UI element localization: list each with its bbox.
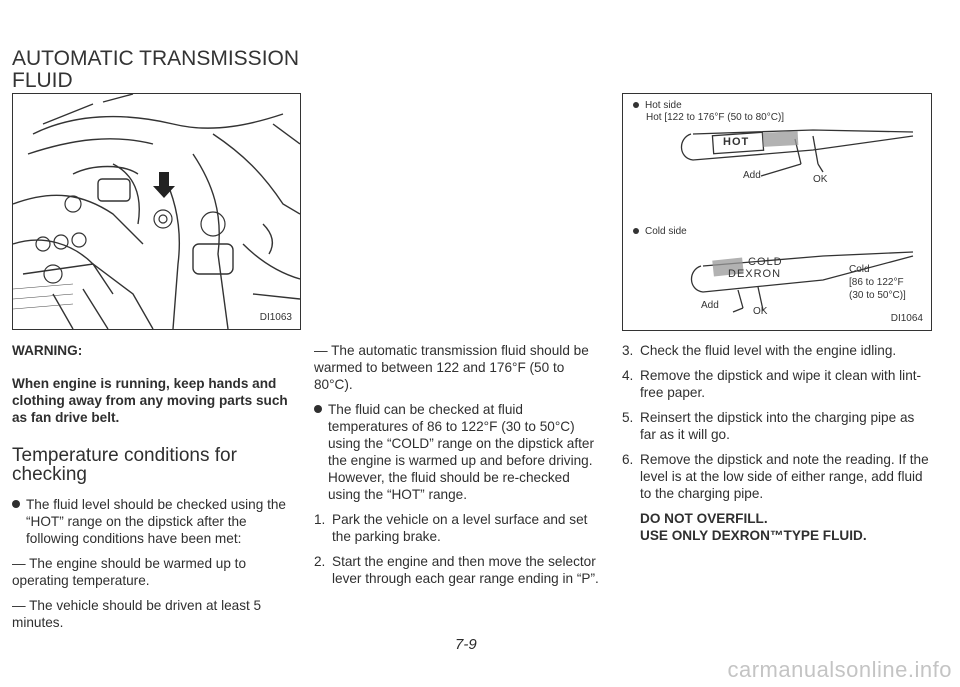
column-1 [12, 342, 302, 639]
page-number: 7-9 [455, 636, 477, 653]
column-3 [622, 342, 930, 544]
hot-side-label: Hot side [633, 100, 682, 112]
hot-ok-label: OK [813, 174, 828, 185]
watermark: carmanualsonline.info [727, 657, 952, 682]
cold-range-c: (30 to 50°C)] [849, 290, 906, 301]
step-item: 6. Remove the dipstick and note the reading. If the level is at the low side of either range, add fluid to the charging pipe. [622, 452, 929, 501]
cold-side-label: Cold side [633, 226, 687, 238]
cold-add-label: Add [701, 300, 719, 311]
dash-item: — The engine should be warmed up to operating temperature. [12, 556, 247, 588]
hot-range-label: Hot [122 to 176°F (50 to 80°C)] [646, 112, 785, 123]
bullet-icon [12, 500, 20, 508]
step-item: 1. Park the vehicle on a level surface and set the parking brake. [314, 512, 588, 544]
engine-bay-figure [12, 93, 301, 330]
column-2 [314, 342, 604, 595]
step-item: 2. Start the engine and then move the selector lever through each gear range ending in “P”. [314, 554, 599, 586]
step-item: 3. Check the fluid level with the engine idling. [622, 343, 897, 358]
page-title: AUTOMATIC TRANSMISSION FLUID [12, 47, 300, 92]
caution-overfill: DO NOT OVERFILL. [640, 511, 768, 526]
hot-add-label: Add [743, 170, 761, 181]
step-item: 4. Remove the dipstick and wipe it clean with lint-free paper. [622, 368, 922, 400]
figure-code: DI1064 [890, 313, 923, 324]
cold-range-f: [86 to 122°F [849, 277, 904, 288]
warning-heading: WARNING: [12, 343, 83, 358]
cold-stamp: COLD [748, 256, 783, 268]
bullet-item: The fluid level should be checked using the “HOT” range on the dipstick after the following conditions have been met: [12, 496, 302, 547]
bullet-item: The fluid can be checked at fluid temperatures of 86 to 122°F (30 to 50°C) using the “COLD” range on the dipstick after the engine is warmed up and before driving. However, the fluid should be re-checked using the “HOT” range. [314, 401, 604, 503]
engine-bay-illustration [13, 94, 300, 329]
step-item: 5. Reinsert the dipstick into the charging pipe as far as it will go. [622, 410, 915, 442]
caution-dexron: USE ONLY DEXRON™TYPE FLUID. [640, 528, 867, 543]
dipstick-figure [622, 93, 932, 331]
cold-label: Cold [849, 264, 870, 275]
dash-item: — The vehicle should be driven at least 5 minutes. [12, 598, 262, 630]
figure-code: DI1063 [259, 312, 292, 323]
warning-text: When engine is running, keep hands and clothing away from any moving parts such as fan drive belt. [12, 376, 288, 425]
dexron-stamp: DEXRON [728, 268, 782, 280]
temperature-subheading: Temperature conditions for checking [12, 445, 237, 485]
hot-stamp: HOT [723, 136, 750, 148]
dash-item: — The automatic transmission fluid should be warmed to between 122 and 176°F (50 to 80°C). [314, 343, 589, 392]
cold-ok-label: OK [753, 306, 768, 317]
bullet-icon [314, 405, 322, 413]
